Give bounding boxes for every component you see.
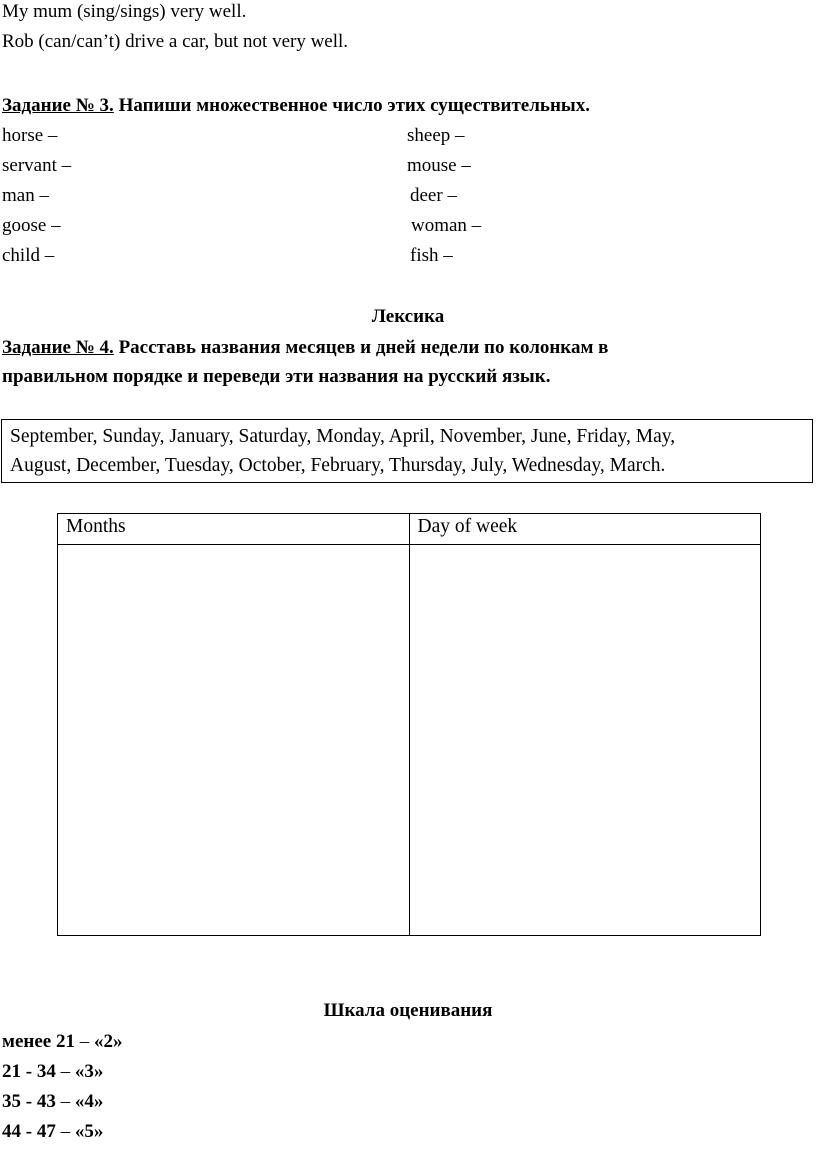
task3-right-word: woman – [411,215,482,236]
task3-right-word: fish – [410,245,453,266]
scale-sep: – [55,1121,75,1142]
scale-grade: «3» [74,1061,104,1082]
column-header-months: Months [58,514,410,545]
word-bank-line-2: August, December, Tuesday, October, February, Thursday, July, Wednesday, March. [10,455,666,476]
scale-range: 35 - 43 [2,1091,56,1112]
word-bank-line-1: September, Sunday, January, Saturday, Monday, April, November, June, Friday, May, [10,426,676,447]
task4-label: Задание № 4. [2,337,114,358]
exercise-line-1: My mum (sing/sings) very well. [2,1,247,22]
scale-range: 21 - 34 [2,1061,56,1082]
scale-sep: – [74,1031,94,1052]
scale-grade: «2» [93,1031,123,1052]
vocab-heading: Лексика [371,306,445,327]
scale-range: 44 - 47 [2,1121,56,1142]
scale-range: менее 21 [2,1031,75,1052]
scale-grade: «4» [74,1091,104,1112]
task3-label: Задание № 3. [2,95,114,116]
task3-right-word: sheep – [407,125,465,146]
task3-left-word: man – [2,185,49,206]
scale-row [2,1121,103,1143]
scale-grade: «5» [74,1121,104,1142]
months-answer-cell[interactable] [58,545,410,936]
scale-sep: – [55,1061,75,1082]
days-answer-cell[interactable] [409,545,761,936]
task3-left-word: child – [2,245,55,266]
months-days-table [57,513,761,936]
task3-left-word: servant – [2,155,72,176]
column-header-days: Day of week [409,514,761,545]
task3-heading [2,95,590,117]
task3-right-word: deer – [410,185,457,206]
task4-heading [2,337,608,359]
scale-heading: Шкала оценивания [323,1000,493,1021]
exercise-line-2: Rob (can/can’t) drive a car, but not very well. [2,31,349,52]
word-bank-box [1,419,813,483]
task3-text: Напиши множественное число этих существительных. [113,95,590,116]
scale-row [2,1031,122,1053]
task4-text-line2: правильном порядке и переведи эти названия на русский язык. [2,366,551,387]
task3-left-word: goose – [2,215,61,236]
scale-row [2,1061,103,1083]
scale-row [2,1091,103,1113]
task4-text-line1: Расставь названия месяцев и дней недели по колонкам в [113,337,609,358]
scale-sep: – [55,1091,75,1112]
task3-right-word: mouse – [407,155,471,176]
task3-left-word: horse – [2,125,58,146]
